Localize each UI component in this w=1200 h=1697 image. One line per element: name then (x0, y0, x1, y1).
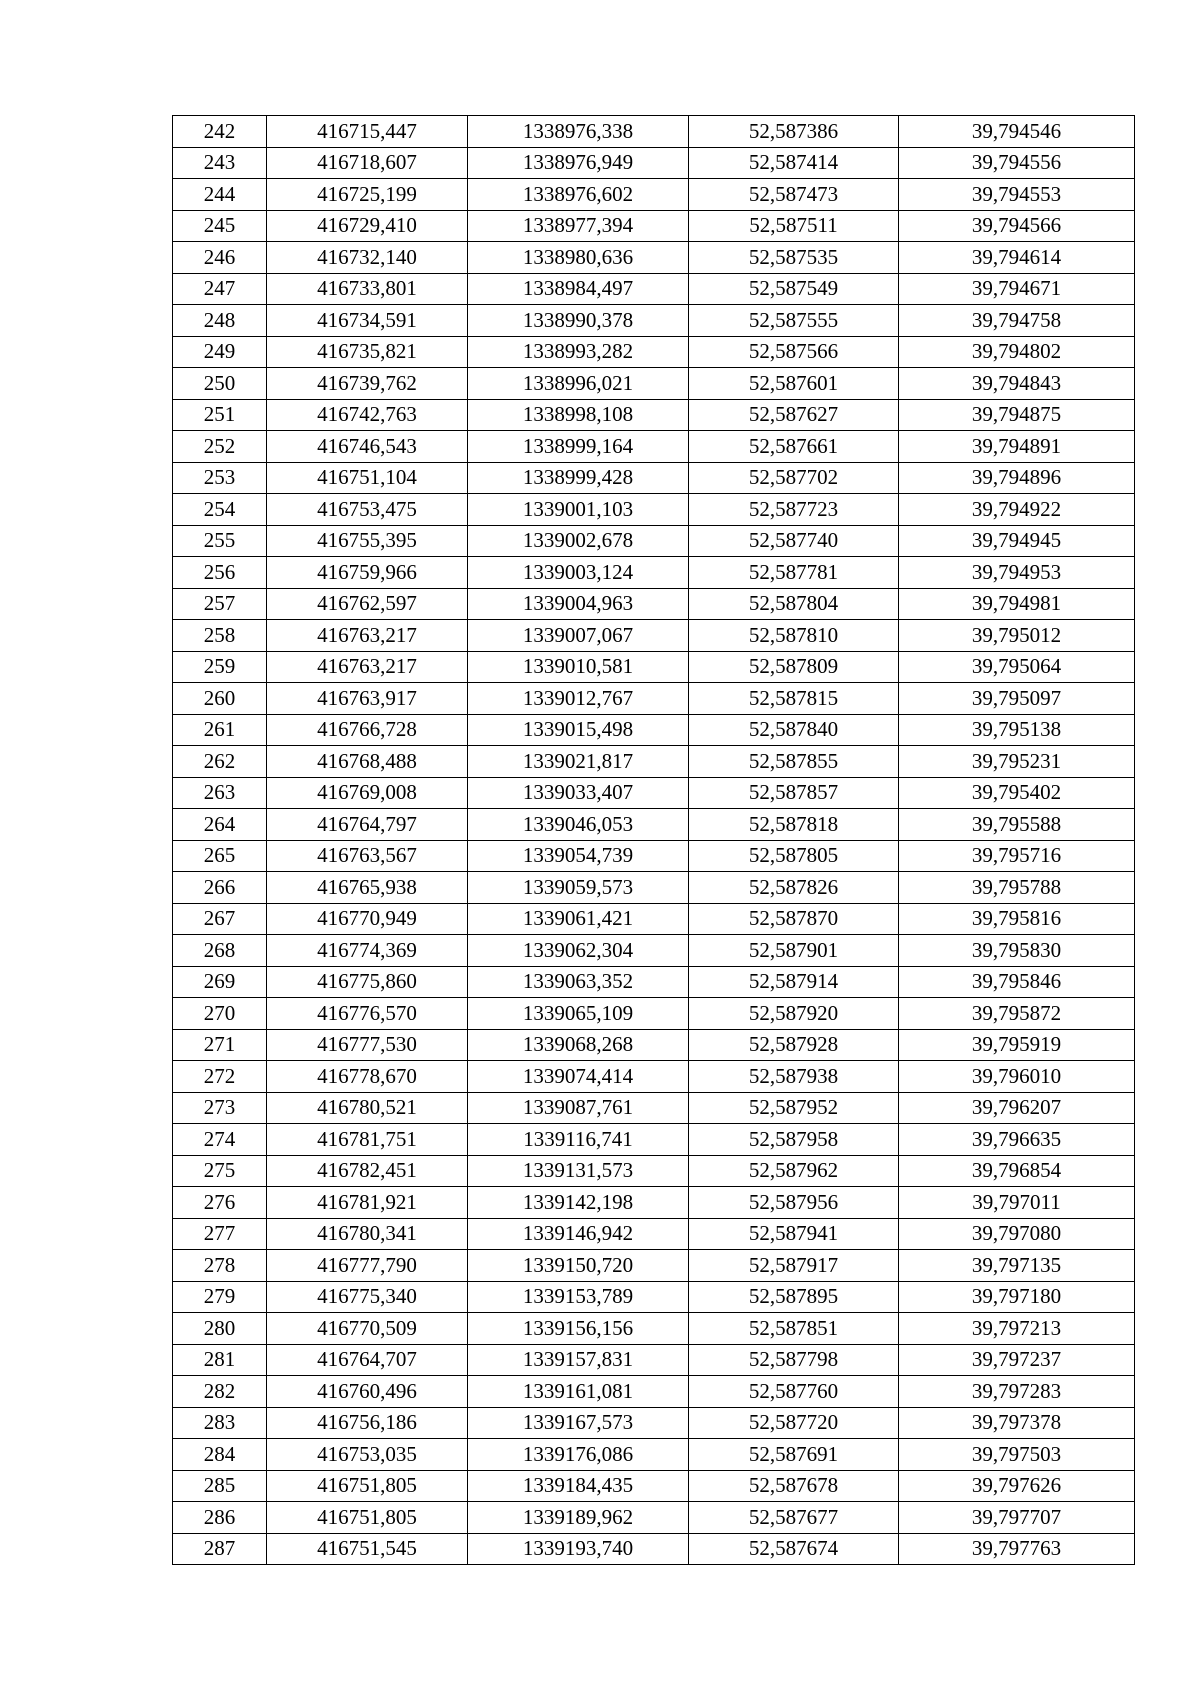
point-number-cell: 263 (173, 777, 267, 809)
latitude-cell: 52,587720 (689, 1407, 899, 1439)
latitude-cell: 52,587661 (689, 431, 899, 463)
y-coordinate-cell: 1339150,720 (468, 1250, 689, 1282)
latitude-cell: 52,587760 (689, 1376, 899, 1408)
x-coordinate-cell: 416764,707 (267, 1344, 468, 1376)
point-number-cell: 258 (173, 620, 267, 652)
latitude-cell: 52,587678 (689, 1470, 899, 1502)
longitude-cell: 39,794843 (899, 368, 1135, 400)
table-row (173, 179, 1135, 211)
longitude-cell: 39,795816 (899, 903, 1135, 935)
longitude-cell: 39,795402 (899, 777, 1135, 809)
point-number-cell: 270 (173, 998, 267, 1030)
longitude-cell: 39,794981 (899, 588, 1135, 620)
latitude-cell: 52,587535 (689, 242, 899, 274)
point-number-cell: 287 (173, 1533, 267, 1565)
latitude-cell: 52,587855 (689, 746, 899, 778)
x-coordinate-cell: 416766,728 (267, 714, 468, 746)
longitude-cell: 39,795097 (899, 683, 1135, 715)
longitude-cell: 39,797080 (899, 1218, 1135, 1250)
latitude-cell: 52,587511 (689, 210, 899, 242)
latitude-cell: 52,587804 (689, 588, 899, 620)
x-coordinate-cell: 416755,395 (267, 525, 468, 557)
y-coordinate-cell: 1338999,164 (468, 431, 689, 463)
y-coordinate-cell: 1338984,497 (468, 273, 689, 305)
x-coordinate-cell: 416751,545 (267, 1533, 468, 1565)
y-coordinate-cell: 1339189,962 (468, 1502, 689, 1534)
point-number-cell: 276 (173, 1187, 267, 1219)
latitude-cell: 52,587809 (689, 651, 899, 683)
y-coordinate-cell: 1339131,573 (468, 1155, 689, 1187)
latitude-cell: 52,587549 (689, 273, 899, 305)
latitude-cell: 52,587473 (689, 179, 899, 211)
point-number-cell: 272 (173, 1061, 267, 1093)
table-row (173, 147, 1135, 179)
table-row (173, 903, 1135, 935)
x-coordinate-cell: 416776,570 (267, 998, 468, 1030)
latitude-cell: 52,587941 (689, 1218, 899, 1250)
latitude-cell: 52,587895 (689, 1281, 899, 1313)
longitude-cell: 39,795716 (899, 840, 1135, 872)
latitude-cell: 52,587781 (689, 557, 899, 589)
table-row (173, 462, 1135, 494)
point-number-cell: 274 (173, 1124, 267, 1156)
latitude-cell: 52,587938 (689, 1061, 899, 1093)
x-coordinate-cell: 416764,797 (267, 809, 468, 841)
y-coordinate-cell: 1339176,086 (468, 1439, 689, 1471)
x-coordinate-cell: 416739,762 (267, 368, 468, 400)
y-coordinate-cell: 1339153,789 (468, 1281, 689, 1313)
point-number-cell: 273 (173, 1092, 267, 1124)
table-row (173, 1470, 1135, 1502)
x-coordinate-cell: 416763,217 (267, 620, 468, 652)
longitude-cell: 39,795064 (899, 651, 1135, 683)
longitude-cell: 39,794556 (899, 147, 1135, 179)
longitude-cell: 39,795788 (899, 872, 1135, 904)
y-coordinate-cell: 1339156,156 (468, 1313, 689, 1345)
x-coordinate-cell: 416781,751 (267, 1124, 468, 1156)
point-number-cell: 268 (173, 935, 267, 967)
latitude-cell: 52,587674 (689, 1533, 899, 1565)
table-row (173, 809, 1135, 841)
table-row (173, 1155, 1135, 1187)
table-row (173, 1533, 1135, 1565)
table-row (173, 1313, 1135, 1345)
y-coordinate-cell: 1339167,573 (468, 1407, 689, 1439)
latitude-cell: 52,587952 (689, 1092, 899, 1124)
point-number-cell: 252 (173, 431, 267, 463)
x-coordinate-cell: 416763,917 (267, 683, 468, 715)
point-number-cell: 267 (173, 903, 267, 935)
x-coordinate-cell: 416765,938 (267, 872, 468, 904)
x-coordinate-cell: 416778,670 (267, 1061, 468, 1093)
y-coordinate-cell: 1338980,636 (468, 242, 689, 274)
latitude-cell: 52,587928 (689, 1029, 899, 1061)
latitude-cell: 52,587702 (689, 462, 899, 494)
table-row (173, 305, 1135, 337)
table-row (173, 1124, 1135, 1156)
y-coordinate-cell: 1339161,081 (468, 1376, 689, 1408)
y-coordinate-cell: 1339061,421 (468, 903, 689, 935)
point-number-cell: 280 (173, 1313, 267, 1345)
longitude-cell: 39,797626 (899, 1470, 1135, 1502)
longitude-cell: 39,795588 (899, 809, 1135, 841)
y-coordinate-cell: 1339087,761 (468, 1092, 689, 1124)
y-coordinate-cell: 1339021,817 (468, 746, 689, 778)
point-number-cell: 244 (173, 179, 267, 211)
latitude-cell: 52,587857 (689, 777, 899, 809)
x-coordinate-cell: 416734,591 (267, 305, 468, 337)
point-number-cell: 281 (173, 1344, 267, 1376)
y-coordinate-cell: 1339012,767 (468, 683, 689, 715)
longitude-cell: 39,794922 (899, 494, 1135, 526)
point-number-cell: 249 (173, 336, 267, 368)
x-coordinate-cell: 416735,821 (267, 336, 468, 368)
y-coordinate-cell: 1339015,498 (468, 714, 689, 746)
longitude-cell: 39,797135 (899, 1250, 1135, 1282)
longitude-cell: 39,794945 (899, 525, 1135, 557)
point-number-cell: 257 (173, 588, 267, 620)
table-row (173, 998, 1135, 1030)
longitude-cell: 39,795919 (899, 1029, 1135, 1061)
table-row (173, 494, 1135, 526)
table-row (173, 651, 1135, 683)
table-row (173, 872, 1135, 904)
latitude-cell: 52,587914 (689, 966, 899, 998)
y-coordinate-cell: 1339007,067 (468, 620, 689, 652)
table-row (173, 714, 1135, 746)
x-coordinate-cell: 416715,447 (267, 116, 468, 148)
y-coordinate-cell: 1339116,741 (468, 1124, 689, 1156)
x-coordinate-cell: 416774,369 (267, 935, 468, 967)
x-coordinate-cell: 416725,199 (267, 179, 468, 211)
table-row (173, 1029, 1135, 1061)
table-row (173, 399, 1135, 431)
point-number-cell: 250 (173, 368, 267, 400)
point-number-cell: 246 (173, 242, 267, 274)
x-coordinate-cell: 416777,530 (267, 1029, 468, 1061)
longitude-cell: 39,794553 (899, 179, 1135, 211)
x-coordinate-cell: 416733,801 (267, 273, 468, 305)
x-coordinate-cell: 416742,763 (267, 399, 468, 431)
point-number-cell: 256 (173, 557, 267, 589)
table-row (173, 431, 1135, 463)
latitude-cell: 52,587798 (689, 1344, 899, 1376)
latitude-cell: 52,587677 (689, 1502, 899, 1534)
latitude-cell: 52,587723 (689, 494, 899, 526)
latitude-cell: 52,587805 (689, 840, 899, 872)
table-row (173, 620, 1135, 652)
y-coordinate-cell: 1339068,268 (468, 1029, 689, 1061)
x-coordinate-cell: 416775,340 (267, 1281, 468, 1313)
longitude-cell: 39,796854 (899, 1155, 1135, 1187)
x-coordinate-cell: 416759,966 (267, 557, 468, 589)
x-coordinate-cell: 416763,567 (267, 840, 468, 872)
longitude-cell: 39,795138 (899, 714, 1135, 746)
x-coordinate-cell: 416756,186 (267, 1407, 468, 1439)
table-row (173, 1061, 1135, 1093)
table-row (173, 336, 1135, 368)
latitude-cell: 52,587826 (689, 872, 899, 904)
latitude-cell: 52,587414 (689, 147, 899, 179)
y-coordinate-cell: 1339059,573 (468, 872, 689, 904)
point-number-cell: 242 (173, 116, 267, 148)
longitude-cell: 39,794566 (899, 210, 1135, 242)
point-number-cell: 259 (173, 651, 267, 683)
point-number-cell: 261 (173, 714, 267, 746)
y-coordinate-cell: 1338998,108 (468, 399, 689, 431)
longitude-cell: 39,797180 (899, 1281, 1135, 1313)
table-row (173, 1281, 1135, 1313)
table-row (173, 777, 1135, 809)
latitude-cell: 52,587691 (689, 1439, 899, 1471)
point-number-cell: 245 (173, 210, 267, 242)
longitude-cell: 39,797707 (899, 1502, 1135, 1534)
point-number-cell: 282 (173, 1376, 267, 1408)
y-coordinate-cell: 1339184,435 (468, 1470, 689, 1502)
table-row (173, 935, 1135, 967)
table-row (173, 242, 1135, 274)
table-row (173, 210, 1135, 242)
x-coordinate-cell: 416781,921 (267, 1187, 468, 1219)
point-number-cell: 265 (173, 840, 267, 872)
latitude-cell: 52,587740 (689, 525, 899, 557)
x-coordinate-cell: 416746,543 (267, 431, 468, 463)
table-row (173, 746, 1135, 778)
latitude-cell: 52,587818 (689, 809, 899, 841)
x-coordinate-cell: 416760,496 (267, 1376, 468, 1408)
latitude-cell: 52,587962 (689, 1155, 899, 1187)
longitude-cell: 39,797763 (899, 1533, 1135, 1565)
longitude-cell: 39,797378 (899, 1407, 1135, 1439)
y-coordinate-cell: 1338990,378 (468, 305, 689, 337)
longitude-cell: 39,794671 (899, 273, 1135, 305)
y-coordinate-cell: 1339001,103 (468, 494, 689, 526)
y-coordinate-cell: 1339010,581 (468, 651, 689, 683)
latitude-cell: 52,587870 (689, 903, 899, 935)
point-number-cell: 285 (173, 1470, 267, 1502)
longitude-cell: 39,794953 (899, 557, 1135, 589)
longitude-cell: 39,797283 (899, 1376, 1135, 1408)
table-row (173, 683, 1135, 715)
table-row (173, 1344, 1135, 1376)
latitude-cell: 52,587810 (689, 620, 899, 652)
table-row (173, 588, 1135, 620)
y-coordinate-cell: 1339063,352 (468, 966, 689, 998)
y-coordinate-cell: 1339004,963 (468, 588, 689, 620)
y-coordinate-cell: 1339062,304 (468, 935, 689, 967)
table-row (173, 557, 1135, 589)
table-row (173, 1439, 1135, 1471)
point-number-cell: 248 (173, 305, 267, 337)
x-coordinate-cell: 416729,410 (267, 210, 468, 242)
point-number-cell: 286 (173, 1502, 267, 1534)
point-number-cell: 277 (173, 1218, 267, 1250)
longitude-cell: 39,795846 (899, 966, 1135, 998)
point-number-cell: 262 (173, 746, 267, 778)
longitude-cell: 39,794802 (899, 336, 1135, 368)
x-coordinate-cell: 416732,140 (267, 242, 468, 274)
y-coordinate-cell: 1338977,394 (468, 210, 689, 242)
point-number-cell: 254 (173, 494, 267, 526)
x-coordinate-cell: 416753,475 (267, 494, 468, 526)
table-row (173, 1187, 1135, 1219)
y-coordinate-cell: 1338976,602 (468, 179, 689, 211)
y-coordinate-cell: 1338976,338 (468, 116, 689, 148)
point-number-cell: 278 (173, 1250, 267, 1282)
y-coordinate-cell: 1339065,109 (468, 998, 689, 1030)
y-coordinate-cell: 1339142,198 (468, 1187, 689, 1219)
latitude-cell: 52,587386 (689, 116, 899, 148)
x-coordinate-cell: 416751,805 (267, 1470, 468, 1502)
x-coordinate-cell: 416770,949 (267, 903, 468, 935)
y-coordinate-cell: 1339157,831 (468, 1344, 689, 1376)
point-number-cell: 279 (173, 1281, 267, 1313)
latitude-cell: 52,587851 (689, 1313, 899, 1345)
x-coordinate-cell: 416753,035 (267, 1439, 468, 1471)
latitude-cell: 52,587920 (689, 998, 899, 1030)
point-number-cell: 264 (173, 809, 267, 841)
longitude-cell: 39,797503 (899, 1439, 1135, 1471)
x-coordinate-cell: 416770,509 (267, 1313, 468, 1345)
table-row (173, 1502, 1135, 1534)
table-row (173, 966, 1135, 998)
longitude-cell: 39,796635 (899, 1124, 1135, 1156)
longitude-cell: 39,794614 (899, 242, 1135, 274)
latitude-cell: 52,587901 (689, 935, 899, 967)
longitude-cell: 39,794875 (899, 399, 1135, 431)
table-row (173, 1250, 1135, 1282)
latitude-cell: 52,587840 (689, 714, 899, 746)
point-number-cell: 247 (173, 273, 267, 305)
coordinates-table (172, 115, 1135, 1565)
table-row (173, 1092, 1135, 1124)
latitude-cell: 52,587566 (689, 336, 899, 368)
longitude-cell: 39,795872 (899, 998, 1135, 1030)
longitude-cell: 39,797237 (899, 1344, 1135, 1376)
x-coordinate-cell: 416762,597 (267, 588, 468, 620)
point-number-cell: 266 (173, 872, 267, 904)
y-coordinate-cell: 1338993,282 (468, 336, 689, 368)
x-coordinate-cell: 416777,790 (267, 1250, 468, 1282)
longitude-cell: 39,794546 (899, 116, 1135, 148)
y-coordinate-cell: 1339193,740 (468, 1533, 689, 1565)
longitude-cell: 39,795231 (899, 746, 1135, 778)
longitude-cell: 39,797011 (899, 1187, 1135, 1219)
x-coordinate-cell: 416751,104 (267, 462, 468, 494)
longitude-cell: 39,796207 (899, 1092, 1135, 1124)
point-number-cell: 243 (173, 147, 267, 179)
x-coordinate-cell: 416718,607 (267, 147, 468, 179)
x-coordinate-cell: 416775,860 (267, 966, 468, 998)
y-coordinate-cell: 1338976,949 (468, 147, 689, 179)
table-row (173, 273, 1135, 305)
latitude-cell: 52,587815 (689, 683, 899, 715)
latitude-cell: 52,587601 (689, 368, 899, 400)
y-coordinate-cell: 1339146,942 (468, 1218, 689, 1250)
longitude-cell: 39,795012 (899, 620, 1135, 652)
y-coordinate-cell: 1339054,739 (468, 840, 689, 872)
longitude-cell: 39,796010 (899, 1061, 1135, 1093)
longitude-cell: 39,795830 (899, 935, 1135, 967)
point-number-cell: 283 (173, 1407, 267, 1439)
longitude-cell: 39,794891 (899, 431, 1135, 463)
table-row (173, 840, 1135, 872)
x-coordinate-cell: 416782,451 (267, 1155, 468, 1187)
point-number-cell: 253 (173, 462, 267, 494)
longitude-cell: 39,794896 (899, 462, 1135, 494)
x-coordinate-cell: 416769,008 (267, 777, 468, 809)
point-number-cell: 251 (173, 399, 267, 431)
y-coordinate-cell: 1338996,021 (468, 368, 689, 400)
latitude-cell: 52,587555 (689, 305, 899, 337)
latitude-cell: 52,587958 (689, 1124, 899, 1156)
y-coordinate-cell: 1339003,124 (468, 557, 689, 589)
y-coordinate-cell: 1339074,414 (468, 1061, 689, 1093)
y-coordinate-cell: 1338999,428 (468, 462, 689, 494)
latitude-cell: 52,587956 (689, 1187, 899, 1219)
x-coordinate-cell: 416763,217 (267, 651, 468, 683)
longitude-cell: 39,797213 (899, 1313, 1135, 1345)
latitude-cell: 52,587917 (689, 1250, 899, 1282)
x-coordinate-cell: 416780,341 (267, 1218, 468, 1250)
table-row (173, 368, 1135, 400)
table-row (173, 1218, 1135, 1250)
point-number-cell: 271 (173, 1029, 267, 1061)
x-coordinate-cell: 416780,521 (267, 1092, 468, 1124)
table-row (173, 1407, 1135, 1439)
table-row (173, 116, 1135, 148)
x-coordinate-cell: 416768,488 (267, 746, 468, 778)
y-coordinate-cell: 1339033,407 (468, 777, 689, 809)
point-number-cell: 284 (173, 1439, 267, 1471)
point-number-cell: 269 (173, 966, 267, 998)
coordinates-table-body (173, 116, 1135, 1565)
longitude-cell: 39,794758 (899, 305, 1135, 337)
point-number-cell: 260 (173, 683, 267, 715)
y-coordinate-cell: 1339046,053 (468, 809, 689, 841)
latitude-cell: 52,587627 (689, 399, 899, 431)
table-row (173, 1376, 1135, 1408)
point-number-cell: 275 (173, 1155, 267, 1187)
y-coordinate-cell: 1339002,678 (468, 525, 689, 557)
point-number-cell: 255 (173, 525, 267, 557)
x-coordinate-cell: 416751,805 (267, 1502, 468, 1534)
table-row (173, 525, 1135, 557)
